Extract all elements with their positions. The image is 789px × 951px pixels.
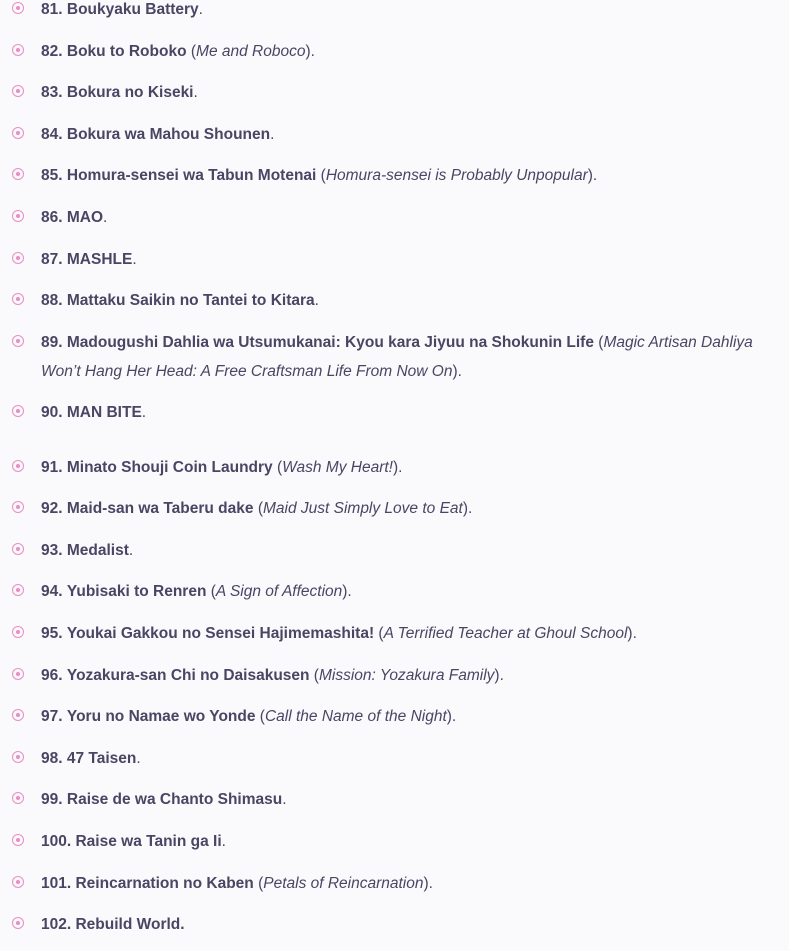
list-item-text: 91. Minato Shouji Coin Laundry (Wash My Heart!). xyxy=(41,459,403,476)
bullet-icon xyxy=(12,501,24,513)
list-item-text: 84. Bokura wa Mahou Shounen. xyxy=(41,126,275,143)
list-item xyxy=(0,827,760,856)
item-english-title: Maid Just Simply Love to Eat xyxy=(262,500,463,517)
bullet-icon xyxy=(12,584,24,596)
list-item-text: 97. Yoru no Namae wo Yonde (Call the Name of the Night). xyxy=(41,708,457,725)
list-item xyxy=(0,869,760,898)
item-number: 90. xyxy=(41,404,63,421)
list-item xyxy=(0,286,760,315)
list-item-text: 82. Boku to Roboko (Me and Roboco). xyxy=(41,43,315,60)
bullet-icon xyxy=(12,709,24,721)
item-title: Madougushi Dahlia wa Utsumukanai: Kyou kara Jiyuu na Shokunin Life xyxy=(66,334,594,351)
list-item xyxy=(0,203,760,232)
bullet-icon xyxy=(12,2,24,14)
item-number: 82. xyxy=(41,43,63,60)
bullet-icon xyxy=(12,543,24,555)
item-number: 83. xyxy=(41,84,63,101)
item-title: Homura-sensei wa Tabun Motenai xyxy=(66,167,317,184)
item-title: Yoru no Namae wo Yonde xyxy=(66,708,256,725)
list-item xyxy=(0,245,760,274)
bullet-icon xyxy=(12,405,24,417)
bullet-icon xyxy=(12,293,24,305)
item-title: Medalist xyxy=(66,542,129,559)
list-item xyxy=(0,619,760,648)
item-title: 47 Taisen xyxy=(66,750,137,767)
list-item xyxy=(0,702,760,731)
list-item-text: 101. Reincarnation no Kaben (Petals of Reincarnation). xyxy=(41,875,433,892)
list-item xyxy=(0,577,760,606)
list-item xyxy=(0,744,760,773)
item-title: Minato Shouji Coin Laundry xyxy=(66,459,273,476)
item-number: 89. xyxy=(41,334,63,351)
item-english-title: Mission: Yozakura Family xyxy=(318,667,495,684)
list-item xyxy=(0,398,760,427)
item-number: 100. xyxy=(41,833,72,850)
list-item-text: 89. Madougushi Dahlia wa Utsumukanai: Kyou kara Jiyuu na Shokunin Life (Magic Artisan Dahliya Won’t Hang Her Head: A Free Craftsman Life From Now On). xyxy=(41,334,753,380)
list-item-text: 94. Yubisaki to Renren (A Sign of Affection). xyxy=(41,583,352,600)
list-item xyxy=(0,536,760,565)
bullet-icon xyxy=(12,917,24,929)
item-english-title: Petals of Reincarnation xyxy=(263,875,424,892)
list-item-text: 86. MAO. xyxy=(41,209,108,226)
item-title: Bokura no Kiseki xyxy=(66,84,194,101)
bullet-icon xyxy=(12,168,24,180)
item-english-title: Homura-sensei is Probably Unpopular xyxy=(325,167,588,184)
bullet-icon xyxy=(12,460,24,472)
list-item-text: 92. Maid-san wa Taberu dake (Maid Just Simply Love to Eat). xyxy=(41,500,473,517)
item-number: 93. xyxy=(41,542,63,559)
bullet-icon xyxy=(12,668,24,680)
item-english-title: Wash My Heart! xyxy=(282,459,393,476)
bullet-icon xyxy=(12,44,24,56)
item-title: MAO xyxy=(66,209,104,226)
item-title: Bokura wa Mahou Shounen xyxy=(66,126,271,143)
item-number: 96. xyxy=(41,667,63,684)
item-title: Maid-san wa Taberu dake xyxy=(66,500,254,517)
item-number: 85. xyxy=(41,167,63,184)
item-number: 102. xyxy=(41,916,72,933)
item-title: Yubisaki to Renren xyxy=(66,583,207,600)
list-item-text: 85. Homura-sensei wa Tabun Motenai (Homura-sensei is Probably Unpopular). xyxy=(41,167,598,184)
list-item-text: 88. Mattaku Saikin no Tantei to Kitara. xyxy=(41,292,319,309)
item-english-title: A Sign of Affection xyxy=(215,583,343,600)
bullet-icon xyxy=(12,751,24,763)
item-number: 95. xyxy=(41,625,63,642)
item-title: Raise wa Tanin ga Ii xyxy=(75,833,222,850)
list-item xyxy=(0,78,760,107)
list-item xyxy=(0,453,760,482)
item-english-title: A Terrified Teacher at Ghoul School xyxy=(383,625,628,642)
item-number: 87. xyxy=(41,251,63,268)
list-item xyxy=(0,37,760,66)
bullet-icon xyxy=(12,876,24,888)
item-title: Mattaku Saikin no Tantei to Kitara xyxy=(66,292,315,309)
list-item xyxy=(0,161,760,190)
bullet-icon xyxy=(12,252,24,264)
bullet-icon xyxy=(12,792,24,804)
item-number: 91. xyxy=(41,459,63,476)
item-number: 88. xyxy=(41,292,63,309)
item-number: 92. xyxy=(41,500,63,517)
list-item-text: 96. Yozakura-san Chi no Daisakusen (Mission: Yozakura Family). xyxy=(41,667,504,684)
item-title: Boukyaku Battery xyxy=(66,1,199,18)
list-item xyxy=(0,494,760,523)
bullet-icon xyxy=(12,834,24,846)
item-title: Reincarnation no Kaben xyxy=(75,875,254,892)
list-item-text: 81. Boukyaku Battery. xyxy=(41,1,203,18)
list-item-text: 95. Youkai Gakkou no Sensei Hajimemashita! (A Terrified Teacher at Ghoul School). xyxy=(41,625,637,642)
list-item xyxy=(0,328,760,386)
bullet-icon xyxy=(12,335,24,347)
list-item xyxy=(0,0,760,24)
item-title: Raise de wa Chanto Shimasu xyxy=(66,791,283,808)
item-number: 81. xyxy=(41,1,63,18)
bullet-icon xyxy=(12,210,24,222)
item-english-title: Magic Artisan Dahliya Won’t Hang Her Head: A Free Craftsman Life From Now On xyxy=(41,334,753,380)
list-item-text: 100. Raise wa Tanin ga Ii. xyxy=(41,833,226,850)
item-number: 98. xyxy=(41,750,63,767)
item-english-title: Me and Roboco xyxy=(196,43,306,60)
item-number: 86. xyxy=(41,209,63,226)
item-title: MAN BITE xyxy=(66,404,142,421)
item-title: MASHLE xyxy=(66,251,133,268)
item-number: 99. xyxy=(41,791,63,808)
list-item xyxy=(0,661,760,690)
item-number: 101. xyxy=(41,875,72,892)
item-title: Yozakura-san Chi no Daisakusen xyxy=(66,667,310,684)
list-item xyxy=(0,120,760,149)
list-item-text xyxy=(0,910,760,939)
list-item-text: 98. 47 Taisen. xyxy=(41,750,141,767)
bullet-icon xyxy=(12,626,24,638)
list-item-text: 90. MAN BITE. xyxy=(41,404,147,421)
list-item xyxy=(0,785,760,814)
list-item-text: 83. Bokura no Kiseki. xyxy=(41,84,198,101)
list-item-text: 93. Medalist. xyxy=(41,542,134,559)
bullet-icon xyxy=(12,85,24,97)
list-item-text: 87. MASHLE. xyxy=(41,251,137,268)
item-number: 97. xyxy=(41,708,63,725)
item-title: Youkai Gakkou no Sensei Hajimemashita! xyxy=(66,625,375,642)
item-english-title: Call the Name of the Night xyxy=(264,708,447,725)
bullet-icon xyxy=(12,127,24,139)
item-number: 84. xyxy=(41,126,63,143)
list-item xyxy=(0,910,760,939)
item-title: Rebuild World. xyxy=(75,916,185,933)
item-title: Boku to Roboko xyxy=(66,43,187,60)
list-item-text: 99. Raise de wa Chanto Shimasu. xyxy=(41,791,287,808)
item-number: 94. xyxy=(41,583,63,600)
